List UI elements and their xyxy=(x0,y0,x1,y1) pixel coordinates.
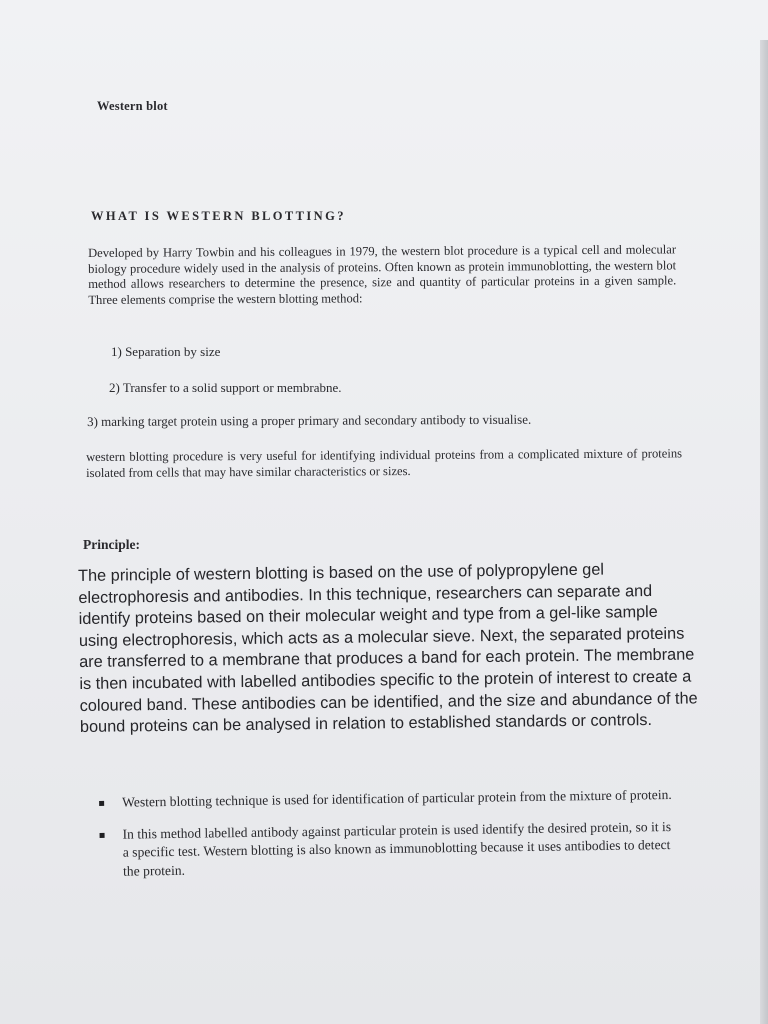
summary-paragraph: western blotting procedure is very useful for identifying individual proteins from a complicated mixture of proteins isolated from cells that may have similar characteristics or sizes. xyxy=(86,446,683,480)
intro-paragraph: Developed by Harry Towbin and his colleagues in 1979, the western blot procedure is a typical cell and molecular biology procedure widely used in the analysis of proteins. Often known as protein immunoblotting, the western blot method allows researchers to determine the presence, size and quantity of particular proteins in a given sample. Three elements comprise the western blotting method: xyxy=(88,242,677,307)
list-item xyxy=(98,786,678,813)
numbered-item-1: 1) Separation by size xyxy=(111,344,221,359)
bullet-text: In this method labelled antibody against particular protein is used identify the desired protein, so it is a specific test. Western blotting is also known as immunoblotting because it uses antibodies to detect the protein. xyxy=(122,818,672,879)
bullet-text: Western blotting technique is used for identification of particular protein from the mixture of protein. xyxy=(122,786,672,810)
header-title: Western blot xyxy=(97,99,168,113)
principle-paragraph: The principle of western blotting is based on the use of polypropylene gel electrophoresis and antibodies. In this technique, researchers can separate and identify proteins based on their molecular weight and type from a gel-like sample using electrophoresis, which acts as a molecular sieve. Next, the separated proteins are transferred to a membrane that produces a band for each protein. The membrane is then incubated with labelled antibodies specific to the protein of interest to create a coloured band. These antibodies can be identified, and the size and abundance of the bound proteins can be analysed in relation to established standards or controls. xyxy=(78,560,698,737)
bullet-square-icon xyxy=(99,801,104,806)
numbered-item-3: 3) marking target protein using a proper primary and secondary antibody to visualise. xyxy=(87,411,532,429)
bullet-list xyxy=(98,786,679,894)
numbered-item-2: 2) Transfer to a solid support or membrabne. xyxy=(109,380,342,395)
list-item xyxy=(98,817,679,881)
page-edge-shadow xyxy=(760,40,768,1024)
section-heading: WHAT IS WESTERN BLOTTING? xyxy=(91,209,346,223)
principle-heading: Principle: xyxy=(83,537,140,552)
bullet-square-icon xyxy=(100,832,105,837)
